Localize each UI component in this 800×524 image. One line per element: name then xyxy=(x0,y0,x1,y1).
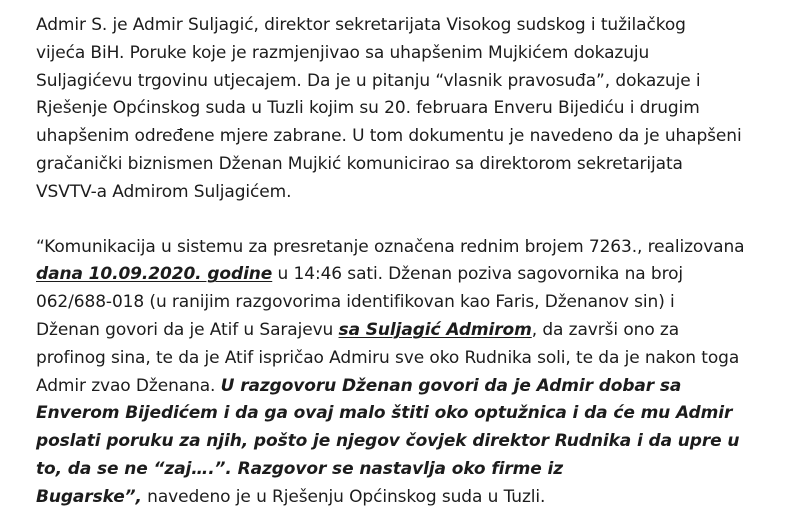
text-line xyxy=(36,484,786,512)
text-line: 062/688-018 (u ranijim razgovorima identifikovan kao Faris, Dženanov sin) i xyxy=(36,292,675,313)
text-segment: Admir zvao Dženana. xyxy=(36,375,221,396)
text-line: Admir S. je Admir Suljagić, direktor sekretarijata Visokog sudskog i tužilačkog xyxy=(36,15,686,35)
text-line: Suljagićevu trgovinu utjecajem. Da je u pitanju “vlasnik pravosuđa”, dokazuje i xyxy=(36,70,701,91)
emphasized-text-line: poslati poruku za njih, pošto je njegov čovjek direktor Rudnika i da upre u xyxy=(36,431,740,452)
emphasized-text: U razgovoru Dženan govori da je Admir dobar sa xyxy=(220,375,682,396)
text-line: Rješenje Općinskog suda u Tuzli kojim su 20. februara Enveru Bijediću i drugim xyxy=(36,98,700,119)
paragraph-suljagic-intro xyxy=(36,12,786,207)
paragraph-court-quote xyxy=(36,234,786,512)
text-line: profinog sina, te da je Atif ispričao Admiru sve oko Rudnika soli, te da je nakon toga xyxy=(36,347,740,368)
article-body xyxy=(36,12,786,512)
text-line xyxy=(36,261,786,289)
text-line: VSVTV-a Admirom Suljagićem. xyxy=(36,181,292,202)
emphasized-text-line: Enverom Bijedićem i da ga ovaj malo štiti oko optužnica i da će mu Admir xyxy=(36,403,733,424)
paragraph-gap xyxy=(36,207,786,234)
text-line: gračanički biznismen Dženan Mujkić komunicirao sa direktorom sekretarijata xyxy=(36,153,683,174)
text-segment: navedeno je u Rješenju Općinskog suda u Tuzli. xyxy=(141,486,546,507)
text-segment: , da završi ono za xyxy=(531,319,680,340)
text-segment: u 14:46 sati. Dženan poziva sagovornika na broj xyxy=(272,264,684,285)
text-line xyxy=(36,317,786,345)
text-line: vijeća BiH. Poruke koje je razmjenjivao sa uhapšenim Mujkićem dokazuju xyxy=(36,42,650,63)
text-line xyxy=(36,373,786,401)
emphasized-text: Bugarske”, xyxy=(36,486,142,507)
text-segment: Dženan govori da je Atif u Sarajevu xyxy=(36,319,339,340)
text-line: uhapšenim određene mjere zabrane. U tom dokumentu je navedeno da je uhapšeni xyxy=(36,126,742,147)
emphasized-text-line: to, da se ne “zaj….”. Razgovor se nastavlja oko firme iz xyxy=(36,458,564,479)
highlighted-date: dana 10.09.2020. godine xyxy=(36,264,273,285)
text-line: “Komunikacija u sistemu za presretanje označena rednim brojem 7263., realizovana xyxy=(36,236,745,257)
highlighted-name: sa Suljagić Admirom xyxy=(338,319,532,340)
